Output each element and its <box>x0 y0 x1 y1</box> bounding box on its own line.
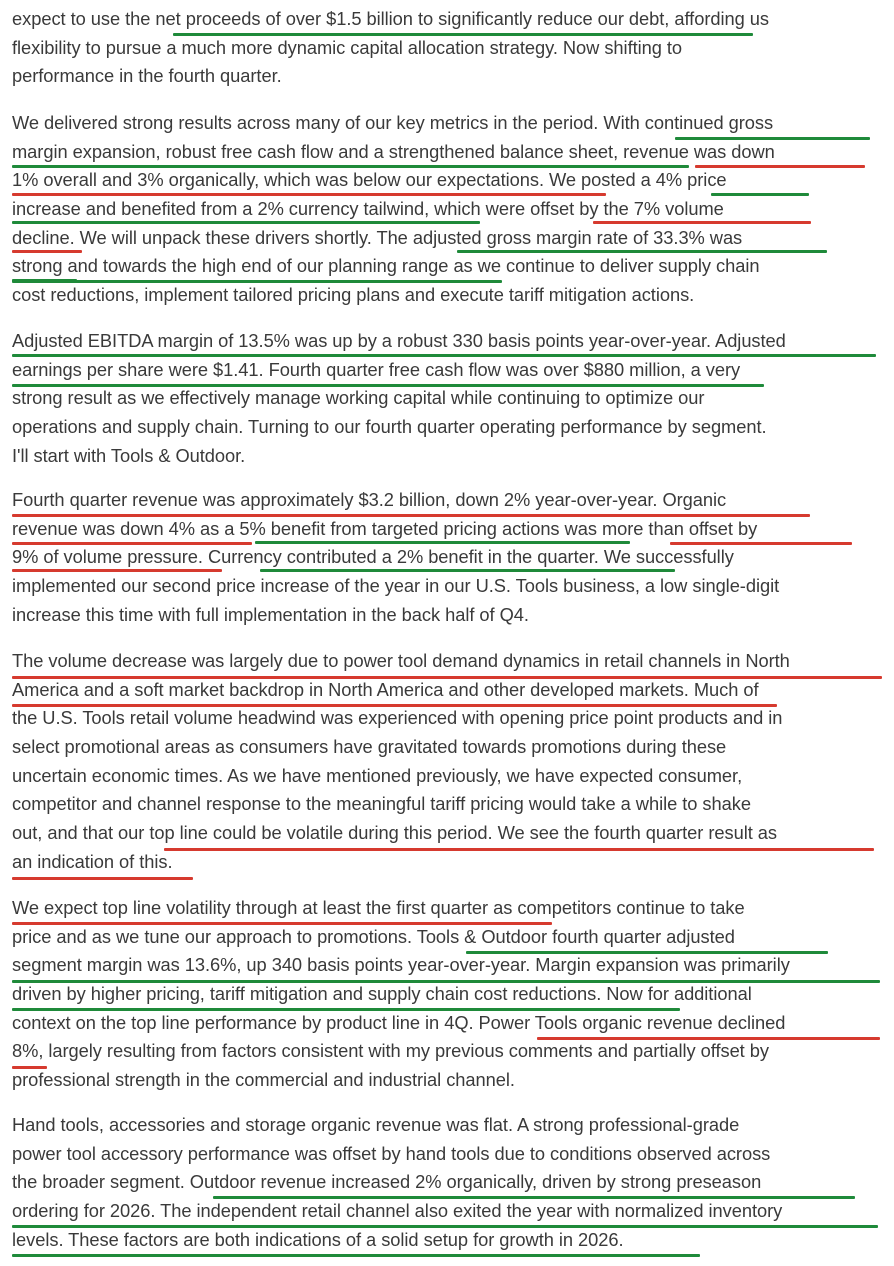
highlight-underline-positive <box>711 193 809 196</box>
text-line: strong result as we effectively manage working capital while continuing to optimize our <box>12 387 705 409</box>
text-line: strong and towards the high end of our planning range as we continue to deliver supply chain <box>12 255 760 277</box>
text-line: competitor and channel response to the meaningful tariff pricing would take a while to shake <box>12 793 751 815</box>
text-line: implemented our second price increase of the year in our U.S. Tools business, a low single-digit <box>12 575 780 597</box>
text-line: context on the top line performance by product line in 4Q. Power Tools organic revenue declined <box>12 1011 786 1033</box>
text-line: performance in the fourth quarter. <box>12 65 282 87</box>
highlight-underline-negative <box>12 922 552 925</box>
highlight-underline-positive <box>12 221 480 224</box>
text-line: ordering for 2026. The independent retail channel also exited the year with normalized inventory <box>12 1200 783 1222</box>
paragraph-3 <box>12 327 888 470</box>
highlight-underline-positive <box>457 250 827 253</box>
text-line: revenue was down 4% as a 5% benefit from targeted pricing actions was more than offset by <box>12 517 758 539</box>
text-line: the broader segment. Outdoor revenue increased 2% organically, driven by strong preseason <box>12 1171 762 1193</box>
text-line: margin expansion, robust free cash flow and a strengthened balance sheet, revenue was down <box>12 140 775 162</box>
text-line: I'll start with Tools & Outdoor. <box>12 444 246 466</box>
highlight-underline-negative <box>593 221 811 224</box>
highlight-underline-negative <box>12 542 252 545</box>
text-line: increase and benefited from a 2% currency tailwind, which were offset by the 7% volume <box>12 198 724 220</box>
highlight-underline-negative <box>12 1066 47 1069</box>
paragraph-5 <box>12 647 888 877</box>
paragraph-4 <box>12 486 888 629</box>
text-line: professional strength in the commercial and industrial channel. <box>12 1069 515 1091</box>
highlight-underline-positive <box>466 951 828 954</box>
text-line: flexibility to pursue a much more dynamic capital allocation strategy. Now shifting to <box>12 36 683 58</box>
highlight-underline-positive <box>173 33 753 36</box>
highlight-underline-positive <box>12 280 502 283</box>
text-line: Fourth quarter revenue was approximately $3.2 billion, down 2% year-over-year. Organic <box>12 489 727 510</box>
highlight-underline-negative <box>12 676 882 679</box>
text-line: We expect top line volatility through at least the first quarter as competitors continue to take <box>12 897 745 918</box>
highlight-underline-positive <box>213 1196 855 1199</box>
highlight-underline-negative <box>12 193 606 196</box>
highlight-underline-positive <box>12 165 689 168</box>
text-line: uncertain economic times. As we have mentioned previously, we have expected consumer, <box>12 764 743 786</box>
highlight-underline-positive <box>12 1008 680 1011</box>
highlight-underline-positive <box>12 354 876 357</box>
text-line: expect to use the net proceeds of over $1.5 billion to significantly reduce our debt, affording us <box>12 8 769 29</box>
text-line: We delivered strong results across many of our key metrics in the period. With continued gross <box>12 112 774 133</box>
text-line: decline. We will unpack these drivers shortly. The adjusted gross margin rate of 33.3% was <box>12 226 743 248</box>
text-line: select promotional areas as consumers have gravitated towards promotions during these <box>12 736 727 758</box>
highlight-underline-positive <box>12 384 764 387</box>
highlight-underline-negative <box>12 514 810 517</box>
paragraph-7 <box>12 1111 888 1254</box>
text-line: Adjusted EBITDA margin of 13.5% was up by a robust 330 basis points year-over-year. Adjusted <box>12 330 786 351</box>
text-line: out, and that our top line could be volatile during this period. We see the fourth quarter result as <box>12 822 777 844</box>
highlight-underline-positive <box>255 541 630 544</box>
highlight-underline-negative <box>164 848 874 851</box>
highlight-underline-negative <box>537 1037 880 1040</box>
highlight-underline-positive <box>12 980 880 983</box>
text-line: price and as we tune our approach to promotions. Tools & Outdoor fourth quarter adjusted <box>12 925 735 947</box>
text-line: America and a soft market backdrop in North America and other developed markets. Much of <box>12 678 759 700</box>
paragraph-1 <box>12 5 888 91</box>
highlight-underline-negative <box>12 877 193 880</box>
highlight-underline-negative <box>695 165 865 168</box>
text-line: 8%, largely resulting from factors consistent with my previous comments and partially offset by <box>12 1040 769 1062</box>
highlight-underline-negative <box>12 704 777 707</box>
text-line: cost reductions, implement tailored pricing plans and execute tariff mitigation actions. <box>12 284 695 306</box>
text-line: 9% of volume pressure. Currency contributed a 2% benefit in the quarter. We successfully <box>12 546 734 568</box>
text-line: 1% overall and 3% organically, which was below our expectations. We posted a 4% price <box>12 169 727 191</box>
text-line: an indication of this. <box>12 850 173 872</box>
highlight-underline-positive <box>12 1254 700 1257</box>
highlight-underline-positive <box>675 137 870 140</box>
text-line: driven by higher pricing, tariff mitigation and supply chain cost reductions. Now for additional <box>12 983 752 1005</box>
highlight-underline-negative <box>670 542 852 545</box>
highlight-underline-positive <box>12 1225 878 1228</box>
text-line: The volume decrease was largely due to power tool demand dynamics in retail channels in North <box>12 650 790 671</box>
text-line: levels. These factors are both indications of a solid setup for growth in 2026. <box>12 1228 624 1250</box>
text-line: the U.S. Tools retail volume headwind was experienced with opening price point products and in <box>12 707 783 729</box>
text-line: Hand tools, accessories and storage organic revenue was flat. A strong professional-grade <box>12 1114 740 1135</box>
highlight-underline-positive <box>260 569 675 572</box>
text-line: increase this time with full implementation in the back half of Q4. <box>12 603 529 625</box>
highlight-underline-negative <box>12 250 82 253</box>
text-line: earnings per share were $1.41. Fourth quarter free cash flow was over $880 million, a very <box>12 358 741 380</box>
text-line: power tool accessory performance was offset by hand tools due to conditions observed across <box>12 1142 771 1164</box>
text-line: operations and supply chain. Turning to our fourth quarter operating performance by segment. <box>12 416 767 438</box>
highlight-underline-negative <box>12 569 222 572</box>
text-line: segment margin was 13.6%, up 340 basis points year-over-year. Margin expansion was primarily <box>12 954 790 976</box>
